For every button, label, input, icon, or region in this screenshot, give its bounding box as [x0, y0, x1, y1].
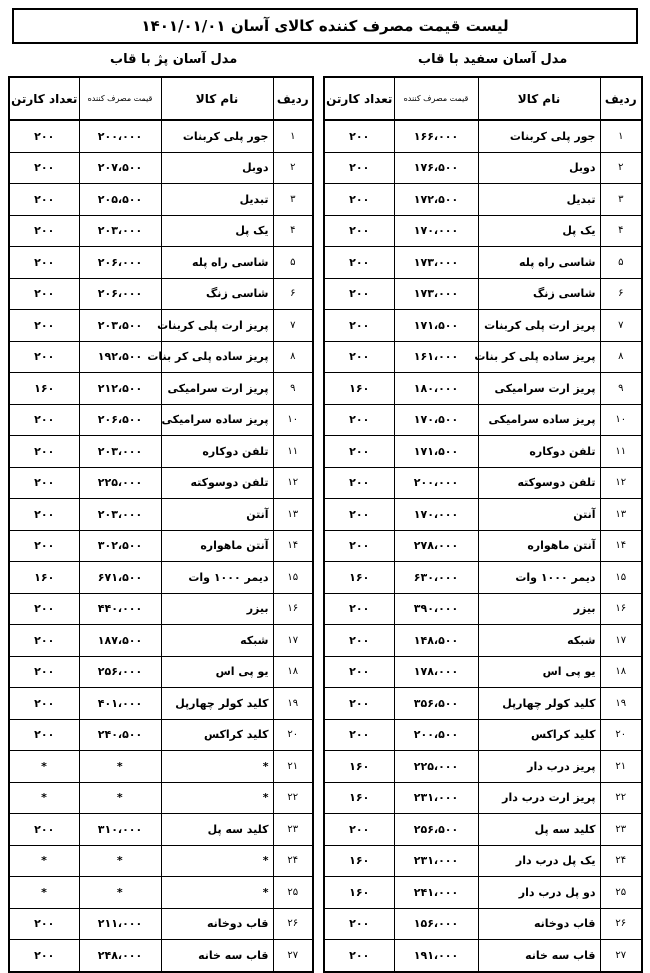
header-product-name: نام کالا [478, 77, 600, 120]
table-row [9, 688, 313, 720]
table-row [324, 499, 642, 531]
carton-count-cell: ۱۶۰ [324, 877, 394, 909]
table-row [324, 152, 642, 184]
table-row [9, 719, 313, 751]
table-row [9, 656, 313, 688]
product-name-cell: تبدیل [161, 184, 273, 216]
carton-count-cell: ۲۰۰ [324, 814, 394, 846]
product-name-cell: آنتن ماهواره [161, 530, 273, 562]
product-name-cell: جور پلی کربنات [161, 120, 273, 152]
product-name-cell: دیمر ۱۰۰۰ وات [161, 562, 273, 594]
consumer-price-cell: ۲۱۱،۰۰۰ [79, 908, 161, 940]
table-row [324, 247, 642, 279]
consumer-price-cell: ۲۴۱،۰۰۰ [394, 877, 478, 909]
carton-count-cell: ۲۰۰ [9, 247, 79, 279]
carton-count-cell: ۲۰۰ [9, 310, 79, 342]
table-row [9, 120, 313, 152]
table-row [9, 751, 313, 783]
carton-count-cell: ۲۰۰ [324, 278, 394, 310]
product-name-cell: یک پل درب دار [478, 845, 600, 877]
header-row-number: ردیف [600, 77, 642, 120]
carton-count-cell: ۲۰۰ [324, 247, 394, 279]
product-name-cell: پریز درب دار [478, 751, 600, 783]
carton-count-cell: ۲۰۰ [9, 593, 79, 625]
carton-count-cell: ۱۶۰ [324, 751, 394, 783]
product-name-cell: کلید کولر چهارپل [478, 688, 600, 720]
consumer-price-cell: * [79, 782, 161, 814]
carton-count-cell: ۱۶۰ [9, 562, 79, 594]
carton-count-cell: ۱۶۰ [324, 782, 394, 814]
carton-count-cell: ۲۰۰ [324, 625, 394, 657]
carton-count-cell: ۲۰۰ [324, 688, 394, 720]
row-number-cell: ۲۶ [273, 908, 313, 940]
carton-count-cell: ۲۰۰ [324, 593, 394, 625]
row-number-cell: ۱۵ [273, 562, 313, 594]
row-number-cell: ۱۳ [273, 499, 313, 531]
product-name-cell: پریز ارت پلی کربنات [161, 310, 273, 342]
table-row [324, 373, 642, 405]
row-number-cell: ۶ [600, 278, 642, 310]
table-row [9, 845, 313, 877]
consumer-price-cell: ۲۰۶،۰۰۰ [79, 278, 161, 310]
table-row [9, 310, 313, 342]
row-number-cell: ۶ [273, 278, 313, 310]
table-row [9, 152, 313, 184]
carton-count-cell: ۲۰۰ [9, 814, 79, 846]
consumer-price-cell: ۲۷۸،۰۰۰ [394, 530, 478, 562]
product-name-cell: دوبل [478, 152, 600, 184]
row-number-cell: ۱ [600, 120, 642, 152]
consumer-price-cell: ۲۲۵،۰۰۰ [394, 751, 478, 783]
carton-count-cell: ۲۰۰ [324, 341, 394, 373]
consumer-price-cell: ۱۷۱،۵۰۰ [394, 436, 478, 468]
row-number-cell: ۱۳ [600, 499, 642, 531]
table-row [9, 373, 313, 405]
carton-count-cell: ۲۰۰ [9, 908, 79, 940]
table-row [9, 467, 313, 499]
left-table-body [9, 120, 313, 972]
consumer-price-cell: ۱۷۰،۵۰۰ [394, 404, 478, 436]
consumer-price-cell: ۲۰۳،۰۰۰ [79, 499, 161, 531]
consumer-price-cell: ۲۴۸،۰۰۰ [79, 940, 161, 972]
row-number-cell: ۷ [273, 310, 313, 342]
consumer-price-cell: ۱۴۸،۵۰۰ [394, 625, 478, 657]
product-name-cell: یک پل [161, 215, 273, 247]
row-number-cell: ۲۷ [600, 940, 642, 972]
consumer-price-cell: ۱۹۱،۰۰۰ [394, 940, 478, 972]
row-number-cell: ۱۷ [600, 625, 642, 657]
product-name-cell: کلید سه پل [478, 814, 600, 846]
row-number-cell: ۲۲ [273, 782, 313, 814]
carton-count-cell: * [9, 845, 79, 877]
table-row [324, 184, 642, 216]
product-name-cell: یو پی اس [161, 656, 273, 688]
table-row [324, 404, 642, 436]
consumer-price-cell: ۶۷۱،۵۰۰ [79, 562, 161, 594]
product-name-cell: پریز ارت سرامیکی [161, 373, 273, 405]
row-number-cell: ۳ [273, 184, 313, 216]
row-number-cell: ۱۴ [273, 530, 313, 562]
table-header-row [9, 77, 313, 120]
table-row [9, 278, 313, 310]
table-row [324, 593, 642, 625]
product-name-cell: تلفن دوسوکته [478, 467, 600, 499]
product-name-cell: دوبل [161, 152, 273, 184]
table-row [9, 877, 313, 909]
row-number-cell: ۱۱ [600, 436, 642, 468]
carton-count-cell: ۲۰۰ [324, 184, 394, 216]
carton-count-cell: ۲۰۰ [9, 436, 79, 468]
consumer-price-cell: ۲۰۶،۵۰۰ [79, 404, 161, 436]
consumer-price-cell: ۴۰۱،۰۰۰ [79, 688, 161, 720]
product-name-cell: یو پی اس [478, 656, 600, 688]
table-row [324, 436, 642, 468]
consumer-price-cell: * [79, 845, 161, 877]
table-row [9, 341, 313, 373]
table-row [9, 940, 313, 972]
row-number-cell: ۲۴ [273, 845, 313, 877]
right-table-body [324, 120, 642, 972]
row-number-cell: ۱۸ [273, 656, 313, 688]
product-name-cell: شاسی زنگ [478, 278, 600, 310]
row-number-cell: ۱ [273, 120, 313, 152]
consumer-price-cell: ۱۷۳،۰۰۰ [394, 247, 478, 279]
table-row [9, 530, 313, 562]
table-row [324, 877, 642, 909]
row-number-cell: ۲۱ [273, 751, 313, 783]
product-name-cell: یک پل [478, 215, 600, 247]
carton-count-cell: ۱۶۰ [324, 845, 394, 877]
table-row [9, 247, 313, 279]
carton-count-cell: ۲۰۰ [9, 120, 79, 152]
carton-count-cell: ۲۰۰ [9, 499, 79, 531]
table-row [324, 845, 642, 877]
table-row [324, 940, 642, 972]
consumer-price-cell: ۲۲۵،۰۰۰ [79, 467, 161, 499]
row-number-cell: ۱۱ [273, 436, 313, 468]
consumer-price-cell: ۲۰۶،۰۰۰ [79, 247, 161, 279]
consumer-price-cell: ۲۰۵،۵۰۰ [79, 184, 161, 216]
carton-count-cell: ۲۰۰ [324, 120, 394, 152]
row-number-cell: ۸ [600, 341, 642, 373]
row-number-cell: ۲۴ [600, 845, 642, 877]
consumer-price-cell: ۱۵۶،۰۰۰ [394, 908, 478, 940]
carton-count-cell: ۲۰۰ [9, 940, 79, 972]
header-row-number: ردیف [273, 77, 313, 120]
consumer-price-cell: ۱۷۱،۵۰۰ [394, 310, 478, 342]
consumer-price-cell: ۱۷۳،۰۰۰ [394, 278, 478, 310]
carton-count-cell: ۲۰۰ [9, 688, 79, 720]
consumer-price-cell: ۱۸۰،۰۰۰ [394, 373, 478, 405]
table-row [324, 341, 642, 373]
carton-count-cell: ۲۰۰ [324, 719, 394, 751]
product-name-cell: کلید سه پل [161, 814, 273, 846]
product-name-cell: قاب دوخانه [161, 908, 273, 940]
carton-count-cell: ۲۰۰ [9, 184, 79, 216]
consumer-price-cell: ۱۶۶،۰۰۰ [394, 120, 478, 152]
product-name-cell: پریز ارت سرامیکی [478, 373, 600, 405]
row-number-cell: ۸ [273, 341, 313, 373]
row-number-cell: ۱۲ [273, 467, 313, 499]
left-table-subtitle: مدل آسان پژ با قاب [110, 52, 238, 67]
table-row [324, 530, 642, 562]
row-number-cell: ۳ [600, 184, 642, 216]
product-name-cell: پریز ساده پلی کر بنات [161, 341, 273, 373]
product-name-cell: تلفن دوکاره [478, 436, 600, 468]
row-number-cell: ۲۳ [273, 814, 313, 846]
consumer-price-cell: ۱۷۶،۵۰۰ [394, 152, 478, 184]
consumer-price-cell: ۲۰۳،۰۰۰ [79, 436, 161, 468]
row-number-cell: ۱۶ [600, 593, 642, 625]
consumer-price-cell: ۲۳۱،۰۰۰ [394, 845, 478, 877]
carton-count-cell: ۲۰۰ [324, 436, 394, 468]
consumer-price-cell: ۱۷۸،۰۰۰ [394, 656, 478, 688]
carton-count-cell: ۲۰۰ [9, 656, 79, 688]
consumer-price-cell: ۲۴۰،۵۰۰ [79, 719, 161, 751]
table-row [9, 215, 313, 247]
carton-count-cell: ۲۰۰ [324, 940, 394, 972]
row-number-cell: ۵ [273, 247, 313, 279]
carton-count-cell: ۲۰۰ [324, 404, 394, 436]
carton-count-cell: ۲۰۰ [9, 404, 79, 436]
carton-count-cell: ۲۰۰ [324, 152, 394, 184]
row-number-cell: ۲۵ [273, 877, 313, 909]
consumer-price-cell: ۲۰۳،۵۰۰ [79, 310, 161, 342]
row-number-cell: ۱۴ [600, 530, 642, 562]
table-row [324, 562, 642, 594]
table-row [324, 215, 642, 247]
product-name-cell: کلید کولر چهارپل [161, 688, 273, 720]
table-row [9, 625, 313, 657]
carton-count-cell: ۲۰۰ [324, 908, 394, 940]
product-name-cell: شاسی راه پله [161, 247, 273, 279]
table-row [324, 688, 642, 720]
row-number-cell: ۱۷ [273, 625, 313, 657]
consumer-price-cell: ۲۰۳،۰۰۰ [79, 215, 161, 247]
product-name-cell: پریز ارت درب دار [478, 782, 600, 814]
carton-count-cell: * [9, 751, 79, 783]
consumer-price-cell: ۲۰۰،۰۰۰ [394, 467, 478, 499]
carton-count-cell: ۱۶۰ [9, 373, 79, 405]
table-row [324, 120, 642, 152]
consumer-price-cell: ۳۰۲،۵۰۰ [79, 530, 161, 562]
consumer-price-cell: ۳۱۰،۰۰۰ [79, 814, 161, 846]
carton-count-cell: ۲۰۰ [324, 467, 394, 499]
table-row [9, 499, 313, 531]
consumer-price-cell: ۲۳۱،۰۰۰ [394, 782, 478, 814]
product-name-cell: * [161, 782, 273, 814]
consumer-price-cell: ۲۰۰،۰۰۰ [79, 120, 161, 152]
product-name-cell: قاب دوخانه [478, 908, 600, 940]
table-row [324, 814, 642, 846]
consumer-price-cell: ۱۷۲،۵۰۰ [394, 184, 478, 216]
table-row [9, 184, 313, 216]
consumer-price-cell: * [79, 877, 161, 909]
right-table-subtitle: مدل آسان سفید با قاب [418, 52, 568, 67]
table-row [324, 310, 642, 342]
row-number-cell: ۲۰ [600, 719, 642, 751]
consumer-price-cell: ۱۷۰،۰۰۰ [394, 499, 478, 531]
product-name-cell: آنتن [478, 499, 600, 531]
consumer-price-cell: ۲۵۶،۰۰۰ [79, 656, 161, 688]
product-name-cell: تلفن دوکاره [161, 436, 273, 468]
consumer-price-cell: ۱۷۰،۰۰۰ [394, 215, 478, 247]
consumer-price-cell: ۶۳۰،۰۰۰ [394, 562, 478, 594]
row-number-cell: ۱۶ [273, 593, 313, 625]
product-name-cell: * [161, 877, 273, 909]
product-name-cell: پریز ساده پلی کر بنات [478, 341, 600, 373]
product-name-cell: شاسی راه پله [478, 247, 600, 279]
row-number-cell: ۴ [600, 215, 642, 247]
carton-count-cell: ۲۰۰ [9, 215, 79, 247]
row-number-cell: ۹ [600, 373, 642, 405]
left-price-table [8, 76, 314, 973]
page-title: لیست قیمت مصرف کننده کالای آسان ۱۴۰۱/۰۱/۰۱ [12, 8, 638, 44]
row-number-cell: ۲۵ [600, 877, 642, 909]
table-row [324, 719, 642, 751]
consumer-price-cell: ۱۶۱،۰۰۰ [394, 341, 478, 373]
header-carton-count: تعداد کارتن [324, 77, 394, 120]
product-name-cell: پریز ارت پلی کربنات [478, 310, 600, 342]
carton-count-cell: ۲۰۰ [324, 215, 394, 247]
row-number-cell: ۱۰ [273, 404, 313, 436]
table-row [324, 782, 642, 814]
carton-count-cell: * [9, 782, 79, 814]
table-row [324, 656, 642, 688]
product-name-cell: شبکه [161, 625, 273, 657]
product-name-cell: دو پل درب دار [478, 877, 600, 909]
table-header-row [324, 77, 642, 120]
consumer-price-cell: ۲۰۷،۵۰۰ [79, 152, 161, 184]
row-number-cell: ۷ [600, 310, 642, 342]
table-row [9, 814, 313, 846]
product-name-cell: قاب سه خانه [161, 940, 273, 972]
carton-count-cell: * [9, 877, 79, 909]
row-number-cell: ۱۲ [600, 467, 642, 499]
product-name-cell: آنتن [161, 499, 273, 531]
table-row [324, 751, 642, 783]
product-name-cell: کلید کراکس [161, 719, 273, 751]
header-carton-count: تعداد کارتن [9, 77, 79, 120]
consumer-price-cell: ۱۸۷،۵۰۰ [79, 625, 161, 657]
table-row [9, 908, 313, 940]
product-name-cell: * [161, 845, 273, 877]
row-number-cell: ۲ [600, 152, 642, 184]
product-name-cell: * [161, 751, 273, 783]
row-number-cell: ۵ [600, 247, 642, 279]
carton-count-cell: ۲۰۰ [9, 467, 79, 499]
product-name-cell: کلید کراکس [478, 719, 600, 751]
row-number-cell: ۲۱ [600, 751, 642, 783]
table-row [324, 908, 642, 940]
carton-count-cell: ۲۰۰ [9, 530, 79, 562]
product-name-cell: تبدیل [478, 184, 600, 216]
row-number-cell: ۲۶ [600, 908, 642, 940]
right-price-table [323, 76, 643, 973]
table-row [9, 782, 313, 814]
product-name-cell: تلفن دوسوکته [161, 467, 273, 499]
table-row [324, 625, 642, 657]
consumer-price-cell: ۲۰۰،۵۰۰ [394, 719, 478, 751]
consumer-price-cell: * [79, 751, 161, 783]
table-row [9, 593, 313, 625]
row-number-cell: ۱۰ [600, 404, 642, 436]
table-row [9, 404, 313, 436]
header-consumer-price: قیمت مصرف کننده [79, 77, 161, 120]
carton-count-cell: ۲۰۰ [9, 719, 79, 751]
header-product-name: نام کالا [161, 77, 273, 120]
consumer-price-cell: ۳۵۶،۵۰۰ [394, 688, 478, 720]
product-name-cell: شاسی زنگ [161, 278, 273, 310]
carton-count-cell: ۲۰۰ [9, 625, 79, 657]
row-number-cell: ۲۷ [273, 940, 313, 972]
row-number-cell: ۱۵ [600, 562, 642, 594]
product-name-cell: شبکه [478, 625, 600, 657]
carton-count-cell: ۲۰۰ [324, 656, 394, 688]
row-number-cell: ۱۹ [273, 688, 313, 720]
product-name-cell: بیزر [161, 593, 273, 625]
consumer-price-cell: ۱۹۲،۵۰۰ [79, 341, 161, 373]
product-name-cell: جور پلی کربنات [478, 120, 600, 152]
row-number-cell: ۲۰ [273, 719, 313, 751]
carton-count-cell: ۲۰۰ [324, 499, 394, 531]
consumer-price-cell: ۳۹۰،۰۰۰ [394, 593, 478, 625]
carton-count-cell: ۲۰۰ [324, 310, 394, 342]
row-number-cell: ۲۳ [600, 814, 642, 846]
carton-count-cell: ۱۶۰ [324, 562, 394, 594]
row-number-cell: ۲۲ [600, 782, 642, 814]
product-name-cell: بیزر [478, 593, 600, 625]
carton-count-cell: ۲۰۰ [9, 341, 79, 373]
product-name-cell: دیمر ۱۰۰۰ وات [478, 562, 600, 594]
consumer-price-cell: ۴۴۰،۰۰۰ [79, 593, 161, 625]
row-number-cell: ۴ [273, 215, 313, 247]
table-row [9, 562, 313, 594]
table-row [324, 278, 642, 310]
table-row [9, 436, 313, 468]
consumer-price-cell: ۲۵۶،۵۰۰ [394, 814, 478, 846]
product-name-cell: پریز ساده سرامیکی [161, 404, 273, 436]
row-number-cell: ۱۸ [600, 656, 642, 688]
row-number-cell: ۱۹ [600, 688, 642, 720]
consumer-price-cell: ۲۱۲،۵۰۰ [79, 373, 161, 405]
carton-count-cell: ۱۶۰ [324, 373, 394, 405]
row-number-cell: ۹ [273, 373, 313, 405]
header-consumer-price: قیمت مصرف کننده [394, 77, 478, 120]
row-number-cell: ۲ [273, 152, 313, 184]
product-name-cell: آنتن ماهواره [478, 530, 600, 562]
carton-count-cell: ۲۰۰ [9, 278, 79, 310]
table-row [324, 467, 642, 499]
product-name-cell: پریز ساده سرامیکی [478, 404, 600, 436]
product-name-cell: قاب سه خانه [478, 940, 600, 972]
carton-count-cell: ۲۰۰ [9, 152, 79, 184]
carton-count-cell: ۲۰۰ [324, 530, 394, 562]
